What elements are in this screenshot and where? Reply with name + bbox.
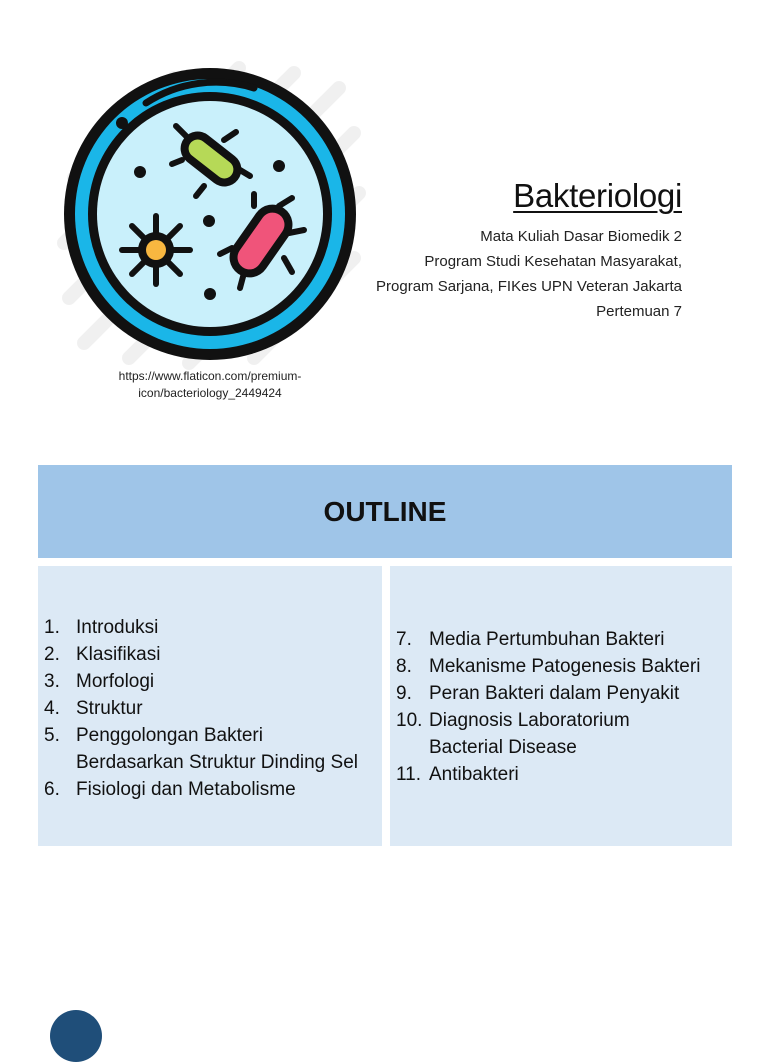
subtitle-line: Pertemuan 7 (596, 303, 682, 320)
item-text: Mekanisme Patogenesis Bakteri (429, 656, 701, 677)
outline-item (44, 614, 382, 641)
outline-item (44, 668, 382, 695)
outline-column-right (390, 566, 732, 846)
item-number: 10. (396, 710, 423, 731)
item-number: 2. (44, 644, 60, 665)
outline-heading: OUTLINE (38, 465, 732, 558)
item-text: Penggolongan Bakteri (76, 725, 263, 746)
outline-item (44, 641, 382, 668)
item-number: 6. (44, 779, 60, 800)
item-text-continued: Berdasarkan Struktur Dinding Sel (76, 752, 358, 773)
image-credit[interactable] (90, 368, 330, 402)
credit-line: icon/bacteriology_2449424 (138, 386, 282, 400)
outline-column-left (38, 566, 382, 846)
title-block (376, 176, 682, 324)
item-text: Klasifikasi (76, 644, 161, 665)
subtitle-line: Mata Kuliah Dasar Biomedik 2 (480, 228, 682, 245)
item-text: Media Pertumbuhan Bakteri (429, 629, 665, 650)
outline-item (44, 695, 382, 722)
page-title: Bakteriologi (513, 177, 682, 214)
outline-item (44, 722, 382, 776)
item-text: Morfologi (76, 671, 155, 692)
item-text: Antibakteri (429, 764, 519, 785)
item-number: 8. (396, 656, 412, 677)
outline-item (396, 653, 732, 680)
item-number: 1. (44, 617, 60, 638)
item-text: Peran Bakteri dalam Penyakit (429, 683, 680, 704)
item-number: 9. (396, 683, 412, 704)
item-number: 11. (396, 764, 422, 785)
item-number: 5. (44, 725, 60, 746)
outline-item (396, 626, 732, 653)
item-text: Introduksi (76, 617, 159, 638)
outline-item (396, 707, 732, 761)
item-number: 3. (44, 671, 60, 692)
item-text: Diagnosis Laboratorium (429, 710, 630, 731)
item-text: Struktur (76, 698, 143, 719)
outline-item (396, 680, 732, 707)
outline-item (396, 761, 732, 788)
page-badge (50, 1010, 102, 1062)
item-number: 7. (396, 629, 412, 650)
subtitle-line: Program Sarjana, FIKes UPN Veteran Jakarta (376, 278, 682, 295)
bacteriology-petri-dish-icon (54, 58, 366, 370)
outline-item (44, 776, 382, 803)
item-text: Fisiologi dan Metabolisme (76, 779, 296, 800)
item-text-continued: Bacterial Disease (429, 737, 577, 758)
item-number: 4. (44, 698, 60, 719)
subtitle-line: Program Studi Kesehatan Masyarakat, (424, 253, 682, 270)
credit-line: https://www.flaticon.com/premium- (118, 369, 302, 383)
